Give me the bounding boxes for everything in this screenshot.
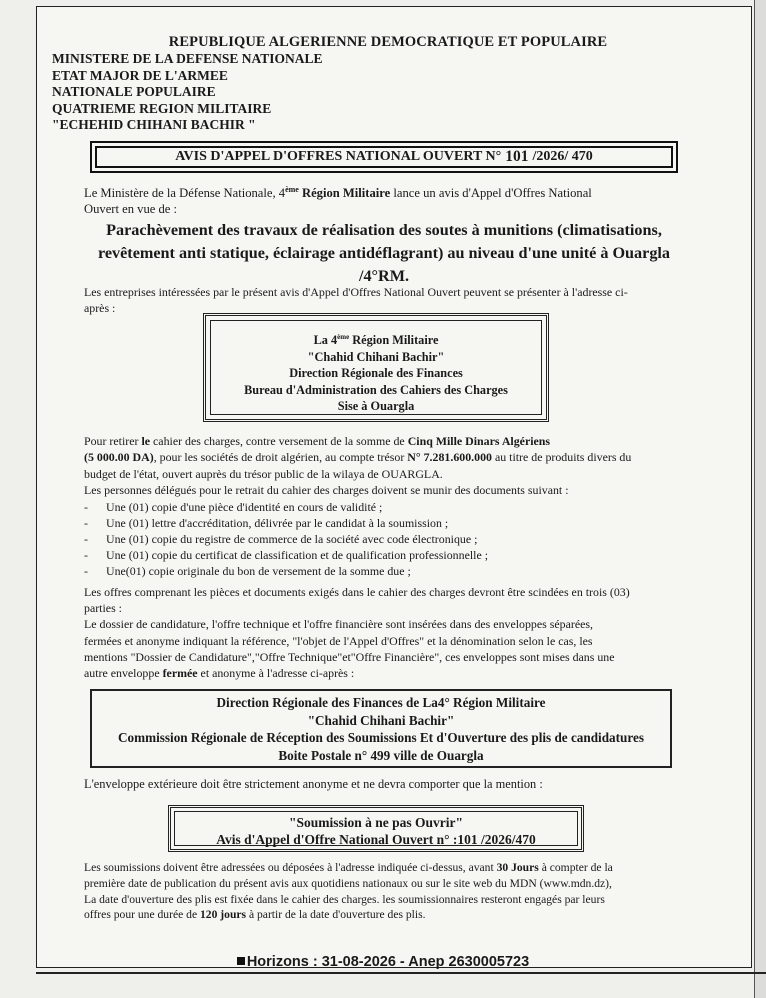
offres-line-5: mentions "Dossier de Candidature","Offre Technique"et"Offre Financière", ces enveloppes sont mises dans une — [84, 649, 615, 664]
document-item — [84, 531, 684, 547]
list-dash: - — [84, 516, 88, 530]
withdrawal-address — [210, 320, 542, 415]
notice-title-box — [90, 141, 678, 173]
retrait-text-3: , pour les sociétés de droit algérien, au compte trésor — [153, 450, 408, 465]
offres-fermee: fermée — [162, 666, 198, 681]
intro-paragraph — [84, 182, 684, 217]
closing-line-1 — [84, 860, 684, 876]
offres-line-3: Le dossier de candidature, l'offre technique et l'offre financière sont insérées dans des enveloppes séparées, — [84, 617, 593, 632]
envelope-mention-box — [168, 805, 584, 852]
offres-line-6 — [84, 665, 684, 681]
document-item — [84, 563, 684, 579]
closing-text: Les soumissions doivent être adressées ou déposées à l'adresse indiquée ci-dessus, avant — [84, 861, 497, 874]
publication-reference: Horizons : 31-08-2026 - Anep 2630005723 — [246, 954, 530, 970]
intro-sup: ème — [285, 185, 299, 194]
army-line: NATIONALE POPULAIRE — [52, 84, 216, 99]
document-text: Une (01) copie du certificat de classification et de qualification professionnelle ; — [106, 548, 489, 562]
adjacent-page-edge — [754, 0, 766, 998]
intro-text-3: Ouvert en vue de : — [84, 202, 178, 217]
closing-text-4: à partir de la date d'ouverture des plis. — [246, 908, 426, 922]
address3-line-2 — [175, 831, 577, 848]
square-bullet-icon — [237, 957, 245, 965]
closing-text-2: à compter de la — [538, 861, 613, 874]
title-number: 101 — [505, 148, 529, 165]
address1-line-1 — [211, 329, 541, 349]
retrait-le: le — [141, 434, 151, 448]
object-line-1: Parachèvement des travaux de réalisation des soutes à munitions (climatisations, — [106, 221, 662, 239]
document-item — [84, 515, 684, 531]
list-dash: - — [84, 548, 88, 562]
entreprises-line-1: Les entreprises intéressées par le présent avis d'Appel d'Offres National Ouvert peuvent se présenter à l'adresse ci- — [84, 285, 628, 299]
closing-line-2: première date de publication du présent avis aux quotidiens nationaux ou sur le site web du MDN (www.mdn.dz), — [84, 876, 612, 890]
closing-text-3: offres pour une durée de — [84, 908, 200, 922]
retrait-account: N° 7.281.600.000 — [407, 450, 492, 465]
region-line: QUATRIEME REGION MILITAIRE — [52, 100, 272, 116]
closing-deadline: 30 Jours — [496, 861, 539, 874]
publication-footer — [0, 954, 766, 970]
address3-line-1: "Soumission à ne pas Ouvrir" — [288, 815, 464, 830]
entreprises-paragraph — [84, 284, 684, 316]
intro-region: Région Militaire — [298, 186, 391, 201]
notice-title — [95, 146, 673, 168]
address1-la4: La 4 — [313, 333, 338, 348]
address3-suffix: /2026/470 — [481, 832, 536, 847]
retrait-line-2 — [84, 449, 684, 465]
address1-region: Région Militaire — [349, 333, 439, 348]
document-text: Une(01) copie originale du bon de versement de la somme due ; — [106, 564, 411, 578]
document-item — [84, 499, 684, 515]
list-dash: - — [84, 564, 88, 578]
offres-line-2: parties : — [84, 601, 122, 616]
retrait-text: Pour retirer — [84, 434, 142, 448]
address2-line-1: Direction Régionale des Finances de La4° Région Militaire — [216, 695, 546, 710]
address2-line-2: "Chahid Chihani Bachir" — [307, 712, 455, 728]
list-dash: - — [84, 532, 88, 546]
envelope-mention — [174, 811, 578, 846]
offres-text-2: et anonyme à l'adresse ci-après : — [197, 666, 355, 681]
address3-number: :101 — [449, 832, 482, 847]
ministry-line: MINISTERE DE LA DEFENSE NATIONALE — [52, 51, 323, 66]
entreprises-line-2: après : — [84, 301, 116, 315]
address2-line-4: Boite Postale n° 499 ville de Ouargla — [278, 747, 484, 763]
retrait-text-4: au titre de produits divers du — [491, 450, 632, 465]
address1-line-5: Sise à Ouargla — [337, 399, 415, 414]
retrait-line-4: Les personnes délégués pour le retrait du cahier des charges doivent se munir des documents suivant : — [84, 482, 569, 497]
bottom-rule — [36, 972, 766, 974]
project-object — [84, 219, 684, 288]
offres-line-4: fermées et anonyme indiquant la référence, "l'objet de l'Appel d'Offres" et la dénomination selon le cas, les — [84, 633, 593, 648]
address1-line-4: Bureau d'Administration des Cahiers des Charges — [244, 382, 508, 397]
closing-validity: 120 jours — [200, 908, 247, 922]
closing-paragraph — [84, 860, 684, 923]
intro-text: Le Ministère de la Défense Nationale, 4 — [84, 186, 286, 201]
chahid-line: "ECHEHID CHIHANI BACHIR " — [52, 117, 256, 132]
address1-line-2: "Chahid Chihani Bachir" — [307, 349, 445, 364]
issuer-header — [52, 34, 702, 134]
offres-paragraph — [84, 584, 684, 681]
closing-line-3: La date d'ouverture des plis est fixée dans le cahier des charges. les soumissionnaires resteront engagés par leurs — [84, 892, 605, 906]
offres-line-1: Les offres comprenant les pièces et documents exigés dans le cahier des charges devront être scindées en trois (03) — [84, 585, 630, 599]
object-line-2: revêtement anti statique, éclairage antidéflagrant) au niveau d'une unité à Ouargla — [97, 244, 671, 262]
intro-text-2: lance un avis d'Appel d'Offres National — [390, 186, 592, 201]
document-text: Une (01) copie d'une pièce d'identité en cours de validité ; — [106, 500, 383, 514]
submission-address-box — [90, 689, 672, 768]
retrait-amount: (5 000.00 DA) — [84, 450, 154, 465]
object-line-3: /4°RM. — [358, 267, 410, 285]
address2-line-3: Commission Régionale de Réception des Soumissions Et d'Ouverture des plis de candidatures — [118, 730, 644, 745]
list-dash: - — [84, 500, 88, 514]
required-documents-list — [84, 499, 684, 579]
staff-line: ETAT MAJOR DE L'ARMEE — [52, 67, 228, 83]
address1-line-3: Direction Régionale des Finances — [289, 366, 463, 381]
address1-sup: ème — [337, 333, 350, 341]
retrait-paragraph — [84, 433, 684, 498]
republic-line: REPUBLIQUE ALGERIENNE DEMOCRATIQUE ET POPULAIRE — [168, 34, 608, 50]
document-text: Une (01) copie du registre de commerce de la société avec code électronique ; — [106, 532, 478, 546]
closing-line-4 — [84, 907, 684, 923]
address3-text: Avis d'Appel d'Offre National Ouvert n° — [216, 832, 450, 847]
title-suffix: /2026/ 470 — [532, 149, 593, 164]
envelope-instruction: L'enveloppe extérieure doit être strictement anonyme et ne devra comporter que la mention : — [84, 777, 543, 791]
document-item — [84, 547, 684, 563]
retrait-line-1 — [84, 433, 684, 449]
title-prefix: AVIS D'APPEL D'OFFRES NATIONAL OUVERT N° — [175, 149, 502, 164]
retrait-text-2: cahier des charges, contre versement de la somme de — [150, 434, 408, 448]
document-text: Une (01) lettre d'accréditation, délivrée par le candidat à la soumission ; — [106, 516, 449, 530]
withdrawal-address-box — [203, 313, 549, 422]
offres-text: autre enveloppe — [84, 666, 163, 681]
retrait-amount-words: Cinq Mille Dinars Algériens — [407, 434, 551, 448]
retrait-line-3: budget de l'état, ouvert auprès du trésor public de la wilaya de OUARGLA. — [84, 466, 443, 481]
